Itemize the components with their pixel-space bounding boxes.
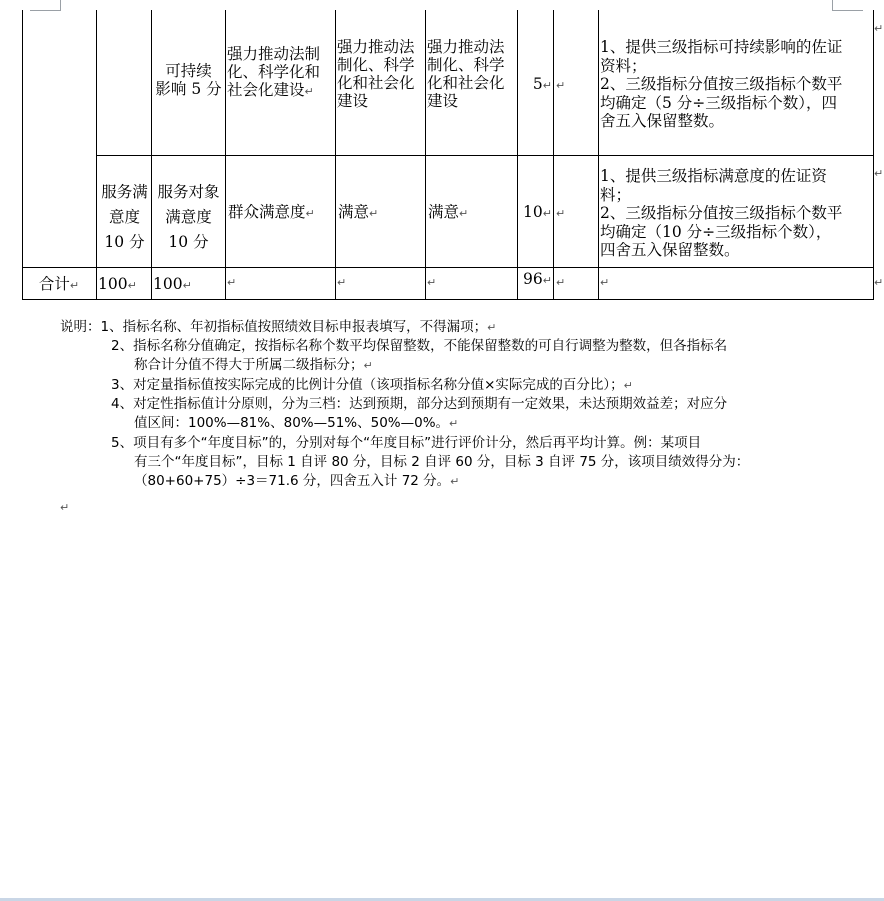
row1-target-value <box>337 38 427 110</box>
row1-indicator-line: 社会化建设 <box>227 81 305 99</box>
row1-note-line: 2、三级指标分值按三级指标个数平 <box>600 75 843 93</box>
paragraph-mark: ↵ <box>363 359 373 372</box>
paragraph-mark: ↵ <box>182 279 192 292</box>
note-line <box>111 395 727 415</box>
row1-score <box>518 75 552 95</box>
paragraph-mark: ↵ <box>874 22 884 35</box>
row2-note-line: 四舍五入保留整数。 <box>600 241 740 259</box>
table-line <box>96 155 874 156</box>
row2-actual-value <box>428 203 518 223</box>
row1-target-line: 强力推动法 <box>337 38 415 56</box>
row-end-mark <box>874 272 884 292</box>
paragraph-mark: ↵ <box>874 167 884 180</box>
paragraph-mark: ↵ <box>449 417 459 430</box>
row1-target-line: 化和社会化 <box>337 74 415 92</box>
table-line <box>22 299 874 300</box>
row1-note <box>600 38 874 131</box>
note-text: 称合计分值不得大于所属二级指标分； <box>134 357 364 373</box>
row2-note-line: 均确定（10 分÷三级指标个数）， <box>600 222 832 241</box>
total-primary-weight-value: 100 <box>98 275 128 293</box>
paragraph-mark: ↵ <box>487 321 497 334</box>
total-secondary-weight-value: 100 <box>153 275 183 293</box>
paragraph-mark: ↵ <box>542 274 552 287</box>
row2-score-value: 10 <box>523 203 543 221</box>
note-line <box>111 376 633 396</box>
note-line <box>134 414 458 434</box>
total-blank-indicator <box>227 272 247 292</box>
total-label-text: 合计 <box>38 275 70 293</box>
row1-note-line: 资料； <box>600 56 647 75</box>
paragraph-mark: ↵ <box>60 501 70 514</box>
total-blank-actual <box>427 272 447 292</box>
row1-indicator-name <box>227 45 335 101</box>
total-primary-weight <box>98 275 152 295</box>
row1-secondary-line: 影响 5 分 <box>155 80 222 98</box>
row1-actual-line: 强力推动法 <box>427 38 505 56</box>
total-blank <box>556 272 576 292</box>
row2-target-text: 满意 <box>338 203 370 221</box>
row1-note-line: 1、提供三级指标可持续影响的佐证 <box>600 38 843 56</box>
note-line <box>60 318 496 338</box>
row2-indicator-text: 群众满意度 <box>228 203 306 221</box>
paragraph-mark: ↵ <box>69 279 80 292</box>
row1-target-line: 建设 <box>337 92 369 110</box>
page-crop-mark-right <box>832 0 863 11</box>
row1-score-value: 5 <box>532 75 543 93</box>
note-line <box>134 356 373 376</box>
row2-secondary-line: 服务对象 <box>157 183 220 201</box>
paragraph-mark: ↵ <box>127 279 137 292</box>
total-label <box>22 275 96 295</box>
row2-score <box>518 203 552 223</box>
paragraph-mark: ↵ <box>600 276 610 289</box>
note-text: 说明：1、指标名称、年初指标值按照绩效目标申报表填写，不得漏项； <box>60 319 488 335</box>
paragraph-mark: ↵ <box>337 276 347 289</box>
table-line <box>22 10 23 300</box>
row2-note-line: 2、三级指标分值按三级指标个数平 <box>600 204 843 222</box>
row-end-mark <box>874 18 884 38</box>
note-line <box>111 434 701 454</box>
page-crop-mark-left <box>30 0 61 11</box>
note-line <box>134 453 749 473</box>
row2-primary-line: 服务满 <box>101 183 148 201</box>
paragraph-mark: ↵ <box>304 85 314 98</box>
paragraph-mark: ↵ <box>450 475 460 488</box>
total-score <box>518 270 552 290</box>
paragraph-mark: ↵ <box>556 207 566 220</box>
note-line <box>111 337 727 357</box>
row1-blank <box>556 75 596 95</box>
paragraph-mark: ↵ <box>556 79 566 92</box>
total-blank-note <box>600 272 620 292</box>
table-line <box>22 267 874 268</box>
row1-actual-value <box>427 38 519 110</box>
row1-actual-line: 制化、科学 <box>427 56 505 74</box>
note-text: 4、对定性指标值计分原则，分为三档：达到预期，部分达到预期有一定效果，未达预期效益差；对应分 <box>111 396 728 412</box>
note-line <box>60 498 69 518</box>
row2-note-line: 料； <box>600 185 632 204</box>
row2-note-line: 1、提供三级指标满意度的佐证资 <box>600 167 827 185</box>
note-text: 有三个“年度目标”，目标 1 自评 80 分，目标 2 自评 60 分，目标 3 自评 75 分，该项目绩效得分为： <box>134 454 750 470</box>
paragraph-mark: ↵ <box>305 207 315 220</box>
paragraph-mark: ↵ <box>874 276 884 289</box>
paragraph-mark: ↵ <box>459 207 469 220</box>
row1-indicator-line: 化、科学化和 <box>227 63 321 81</box>
paragraph-mark: ↵ <box>542 207 552 220</box>
row1-note-line: 均确定（5 分÷三级指标个数），四 <box>600 93 838 112</box>
row2-actual-text: 满意 <box>428 203 460 221</box>
row2-primary-indicator <box>97 180 152 255</box>
paragraph-mark: ↵ <box>542 79 552 92</box>
row1-target-line: 制化、科学 <box>337 56 415 74</box>
paragraph-mark: ↵ <box>623 379 633 392</box>
row1-note-line: 舍五入保留整数。 <box>600 112 725 130</box>
total-blank-target <box>337 272 357 292</box>
row2-secondary-indicator <box>152 180 225 255</box>
note-text: （80+60+75）÷3＝71.6 分，四舍五入计 72 分。 <box>134 473 451 489</box>
row2-blank <box>556 203 596 223</box>
paragraph-mark: ↵ <box>556 276 566 289</box>
total-score-value: 96 <box>523 270 543 288</box>
row2-secondary-line: 10 分 <box>168 233 209 251</box>
row-end-mark <box>874 163 884 183</box>
note-text: 3、对定量指标值按实际完成的比例计分值（该项指标名称分值×实际完成的百分比）； <box>111 377 624 393</box>
row2-primary-line: 10 分 <box>104 233 145 251</box>
row1-actual-line: 化和社会化 <box>427 74 505 92</box>
row2-target-value <box>338 203 426 223</box>
row1-actual-line: 建设 <box>427 92 459 110</box>
note-text: 值区间：100%—81%、80%—51%、50%—0%。 <box>134 415 450 431</box>
note-line <box>134 472 459 492</box>
note-text: 2、指标名称分值确定，按指标名称个数平均保留整数，不能保留整数的可自行调整为整数，但各指标名 <box>111 338 728 354</box>
row1-secondary-line: 可持续 <box>165 62 212 80</box>
row2-secondary-line: 满意度 <box>165 208 212 226</box>
row1-indicator-line: 强力推动法制 <box>227 45 321 63</box>
row2-indicator-name <box>228 203 336 223</box>
row1-secondary-indicator <box>152 62 225 98</box>
note-text: 5、项目有多个“年度目标”的，分别对每个“年度目标”进行评价计分，然后再平均计算。例：某项目 <box>111 435 702 451</box>
row2-primary-line: 意度 <box>108 208 140 226</box>
paragraph-mark: ↵ <box>227 276 237 289</box>
row2-note <box>600 167 874 260</box>
paragraph-mark: ↵ <box>427 276 437 289</box>
total-secondary-weight <box>153 275 225 295</box>
paragraph-mark: ↵ <box>369 207 379 220</box>
